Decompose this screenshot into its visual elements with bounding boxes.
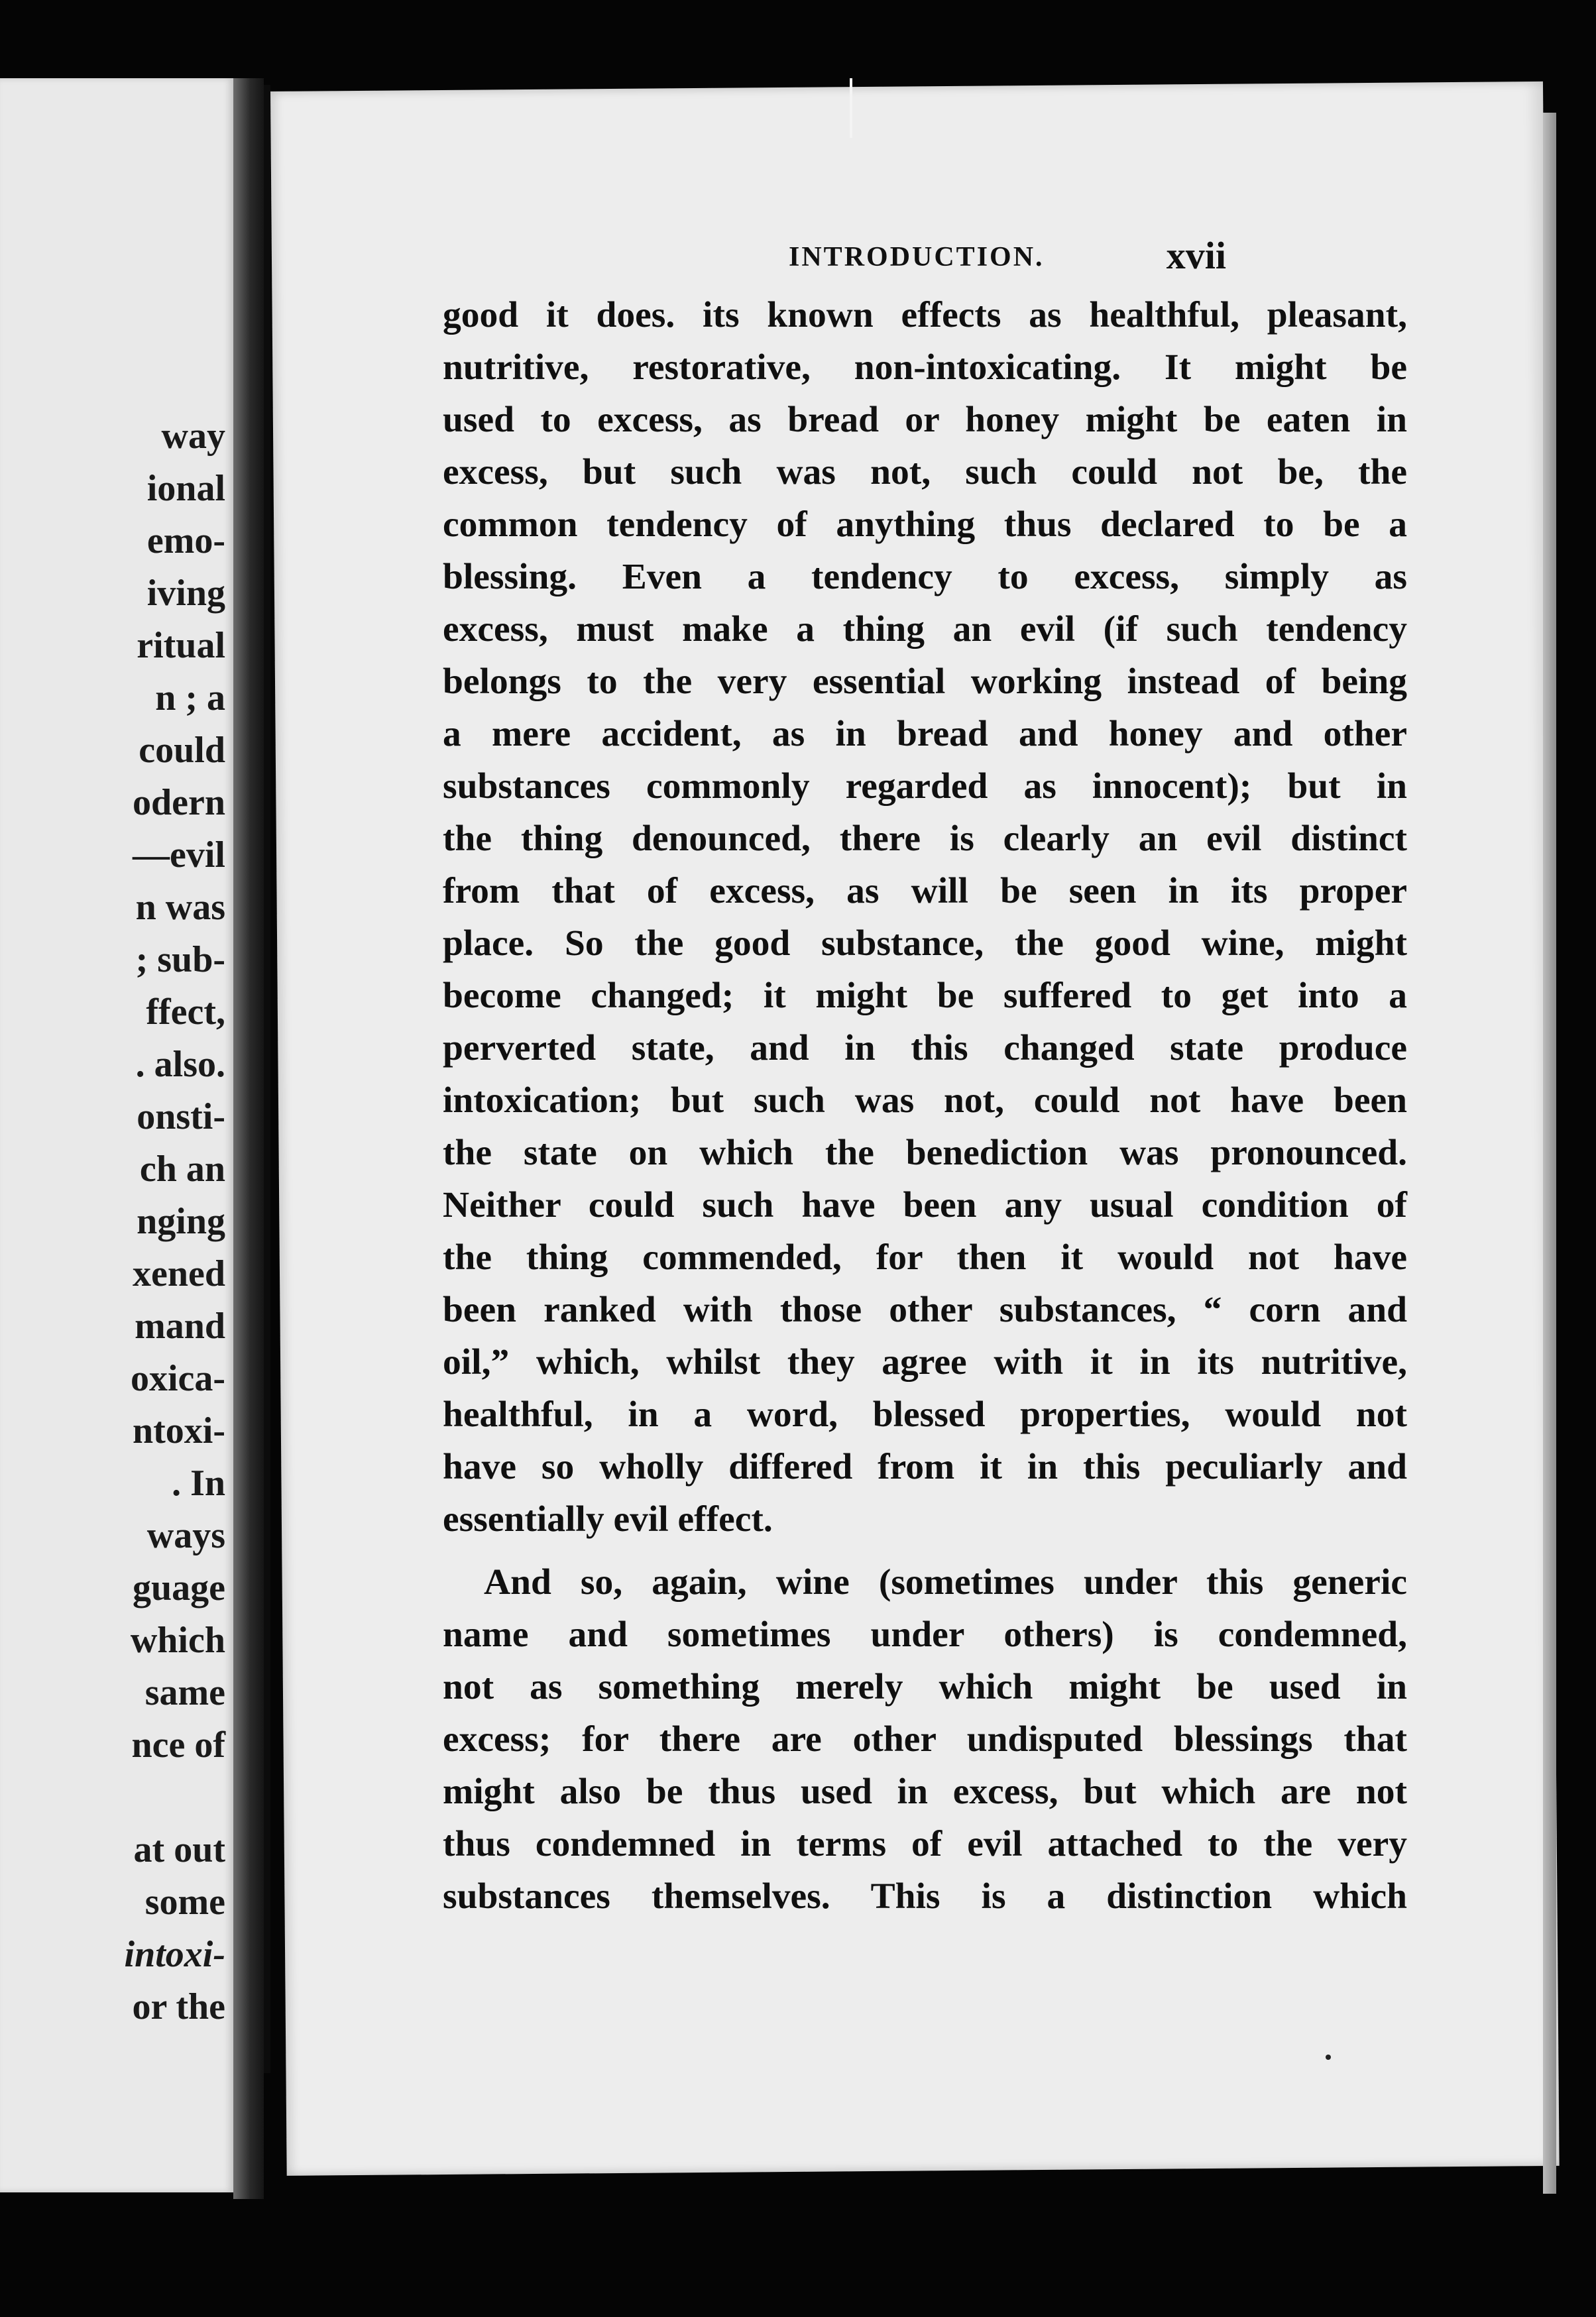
text-line: excess, but such was not, such could not be, the [443, 452, 1407, 492]
text-line: blessing. Even a tendency to excess, simply as [443, 557, 1407, 597]
text-line: used to excess, as bread or honey might be eaten in [443, 400, 1407, 440]
left-line: guage [133, 1567, 225, 1609]
left-line: onsti- [137, 1096, 225, 1137]
page-title: INTRODUCTION. [789, 242, 1045, 272]
text-line: been ranked with those other substances, “ corn and [443, 1290, 1407, 1330]
left-line: oxica- [130, 1358, 225, 1399]
text-line: have so wholly differed from it in this peculiarly and [443, 1447, 1407, 1487]
running-head [464, 233, 1226, 280]
left-page [0, 78, 233, 2192]
left-line: n ; a [155, 677, 225, 718]
text-line: Neither could such have been any usual condition of [443, 1185, 1407, 1225]
left-line: . also. [135, 1044, 225, 1085]
left-line: iving [146, 573, 225, 614]
page-edge [1543, 113, 1556, 2194]
left-line: ; sub- [135, 939, 225, 980]
text-line: the state on which the benediction was pronounced. [443, 1133, 1407, 1173]
left-line: ffect, [146, 991, 225, 1033]
left-line: emo- [146, 520, 225, 561]
left-line: which [130, 1620, 225, 1661]
text-line: good it does. its known effects as healthful, pleasant, [443, 295, 1407, 335]
text-line: not as something merely which might be used in [443, 1667, 1407, 1707]
left-line: some [144, 1882, 225, 1923]
left-line: xened [133, 1253, 225, 1294]
text-line: common tendency of anything thus declared to be a [443, 504, 1407, 545]
text-line: become changed; it might be suffered to get into a [443, 976, 1407, 1016]
left-line: ntoxi- [133, 1410, 225, 1451]
text-line: the thing commended, for then it would not have [443, 1237, 1407, 1278]
text-line: might also be thus used in excess, but which are not [443, 1772, 1407, 1812]
text-line: And so, again, wine (sometimes under this generic [484, 1562, 1407, 1603]
text-line: the thing denounced, there is clearly an evil distinct [443, 819, 1407, 859]
left-line: ways [146, 1515, 225, 1556]
left-line: mand [135, 1306, 225, 1347]
scan-mark [850, 78, 852, 138]
text-line: substances commonly regarded as innocent); but in [443, 766, 1407, 807]
text-line: thus condemned in terms of evil attached to the very [443, 1824, 1407, 1864]
text-line: name and sometimes under others) is condemned, [443, 1614, 1407, 1655]
left-line: at out [133, 1829, 225, 1870]
left-line: ional [146, 468, 225, 509]
text-line: substances themselves. This is a distinction which [443, 1876, 1407, 1917]
left-line: nging [137, 1201, 225, 1242]
left-line: intoxi- [124, 1934, 225, 1975]
text-line: from that of excess, as will be seen in its proper [443, 871, 1407, 911]
left-line: —evil [133, 834, 225, 876]
left-line: same [144, 1672, 225, 1713]
text-line: perverted state, and in this changed state produce [443, 1028, 1407, 1068]
left-line: ch an [139, 1149, 225, 1190]
text-line: excess, must make a thing an evil (if such tendency [443, 609, 1407, 650]
text-line: essentially evil effect. [443, 1499, 773, 1540]
text-line: belongs to the very essential working instead of being [443, 661, 1407, 702]
text-line: intoxication; but such was not, could not have been [443, 1080, 1407, 1121]
text-line: nutritive, restorative, non-intoxicating. It might be [443, 347, 1407, 388]
left-line: or the [132, 1986, 225, 2027]
left-line: odern [133, 782, 225, 823]
left-line: ritual [137, 625, 225, 666]
text-line: a mere accident, as in bread and honey and other [443, 714, 1407, 754]
text-line: healthful, in a word, blessed properties, would not [443, 1394, 1407, 1435]
left-line: nce of [131, 1724, 225, 1766]
page-gutter [264, 85, 270, 2073]
gutter-shadow [233, 78, 264, 2199]
left-line: way [161, 416, 225, 457]
left-line: . In [172, 1463, 225, 1504]
ink-speck [1326, 2055, 1331, 2060]
left-line: could [139, 730, 225, 771]
text-line: oil,” which, whilst they agree with it in its nutritive, [443, 1342, 1407, 1383]
page-number: xvii [1166, 234, 1226, 277]
text-line: place. So the good substance, the good wine, might [443, 923, 1407, 964]
text-line: excess; for there are other undisputed blessings that [443, 1719, 1407, 1760]
left-line: n was [135, 887, 225, 928]
